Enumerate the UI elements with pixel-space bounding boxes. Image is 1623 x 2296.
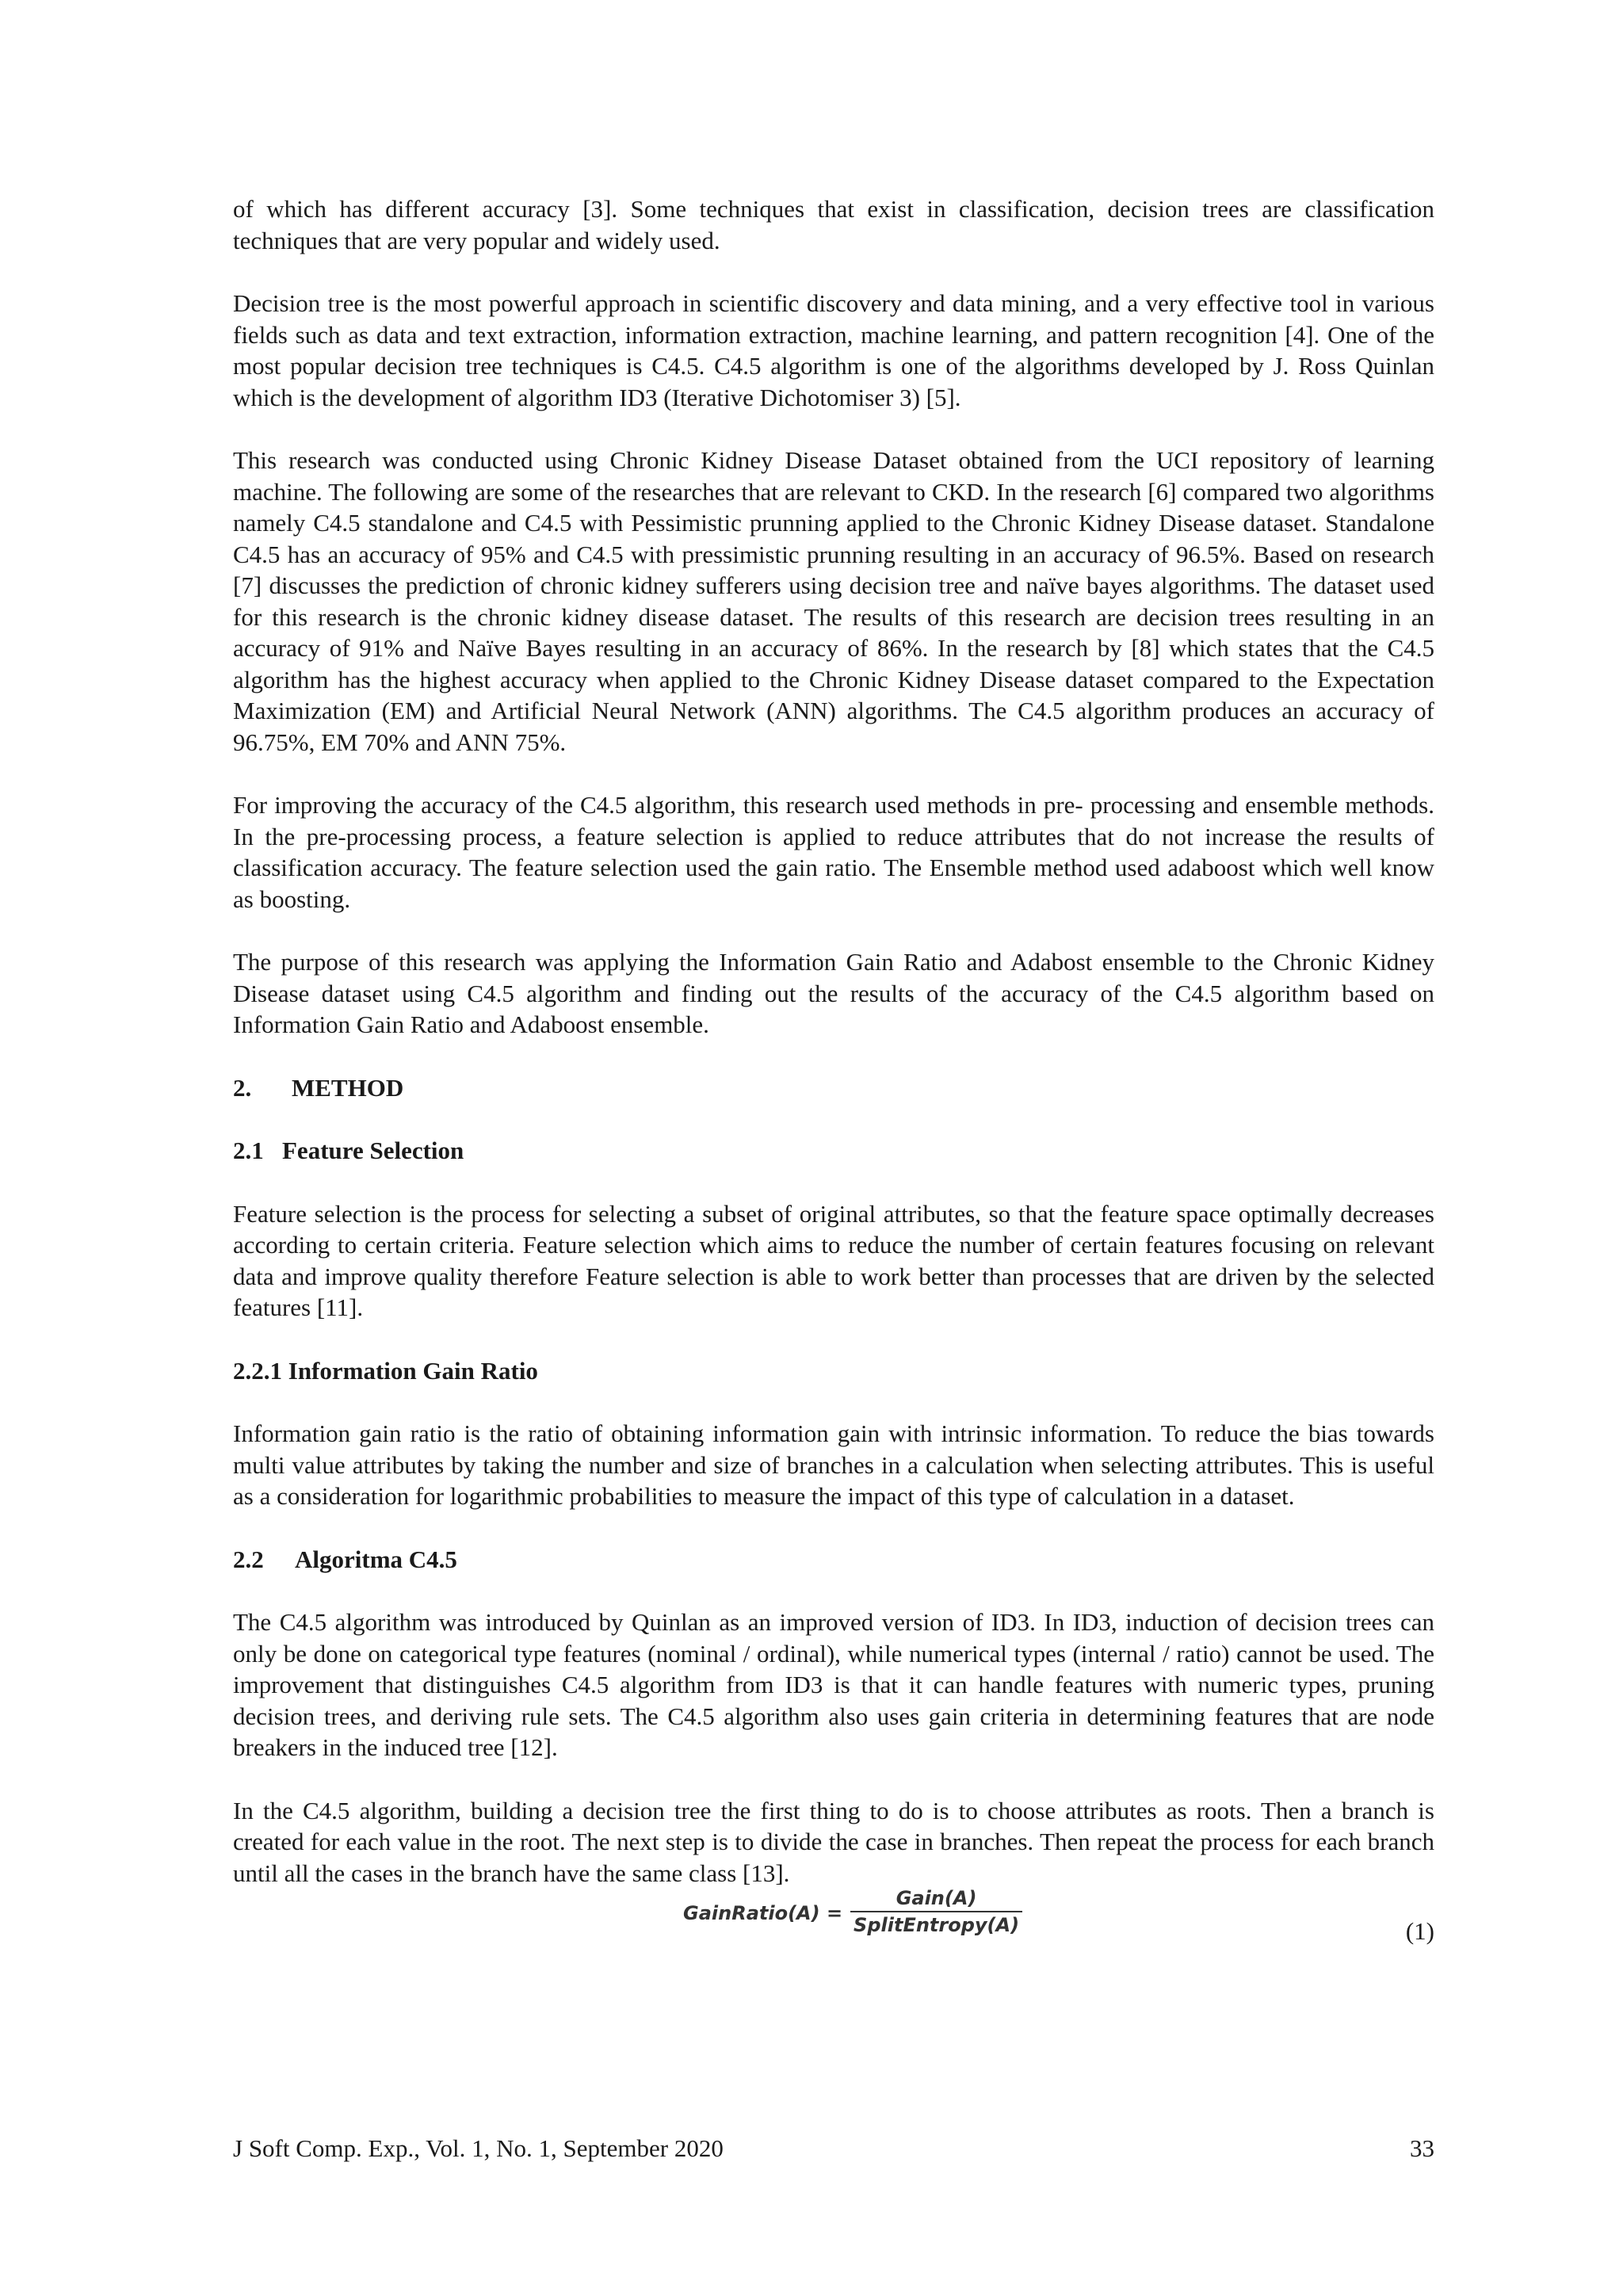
paragraph-feature-selection: Feature selection is the process for selecting a subset of original attributes, so that the feature space optimally decreases according to certain criteria. Feature selection which aims to reduce the number of certain features focusing on relevant data and improve quality therefore Feature selection is able to work better than processes that are driven by the selected features [11]. [233,1199,1434,1321]
equation-denominator: SplitEntropy(A) [850,1911,1022,1936]
paragraph-information-gain-ratio: Information gain ratio is the ratio of obtaining information gain with intrinsic information. To reduce the bias towards multi value attributes by taking the number and size of branches in a calculation when selecting attributes. This is useful as a consideration for logarithmic probabilities to measure the impact of this type of calculation in a dataset. [233,1419,1434,1510]
subsection-number: 2.1 [233,1137,264,1164]
subsection-heading-feature-selection [233,1135,1434,1167]
subsection-title: Algoritma C4.5 [295,1545,457,1573]
paragraph-intro-end: of which has different accuracy [3]. Some techniques that exist in classification, decision trees are classification techniques that are very popular and widely used. [233,195,1434,254]
section-title: METHOD [292,1073,404,1102]
paragraph-c45-intro: The C4.5 algorithm was introduced by Quinlan as an improved version of ID3. In ID3, induction of decision trees can only be done on categorical type features (nominal / ordinal), while numerical types (internal / ratio) cannot be used. The improvement that distinguishes C4.5 algorithm from ID3 is that it can handle features with numeric types, pruning decision trees, and deriving rule sets. The C4.5 algorithm also uses gain criteria in determining features that are node breakers in the induced tree [12]. [233,1608,1434,1761]
equation-gain-ratio [233,1887,1434,1950]
section-number: 2. [233,1073,252,1102]
paragraph-related-research: This research was conducted using Chronic Kidney Disease Dataset obtained from the UCI repository of learning machine. The following are some of the researches that are relevant to CKD. In the research [6] compared two algorithms namely C4.5 standalone and C4.5 with Pessimistic prunning applied to the Chronic Kidney Disease dataset. Standalone C4.5 has an accuracy of 95% and C4.5 with pressimistic prunning resulting in an accuracy of 96.5%. Based on research [7] discusses the prediction of chronic kidney sufferers using decision tree and naïve bayes algorithms. The dataset used for this research is the chronic kidney disease dataset. The results of this research are decision trees resulting in an accuracy of 91% and Naïve Bayes resulting in an accuracy of 86%. In the research by [8] which states that the C4.5 algorithm has the highest accuracy when applied to the Chronic Kidney Disease dataset compared to the Expectation Maximization (EM) and Artificial Neural Network (ANN) algorithms. The C4.5 algorithm produces an accuracy of 96.75%, EM 70% and ANN 75%. [233,446,1434,756]
paragraph-c45-procedure: In the C4.5 algorithm, building a decision tree the first thing to do is to choose attributes as roots. Then a branch is created for each value in the root. The next step is to divide the case in branches. Then repeat the process for each branch until all the cases in the branch have the same class [13]. [233,1796,1434,1887]
page-footer [233,2134,1434,2163]
subsection-heading-information-gain-ratio: 2.2.1 Information Gain Ratio [233,1356,538,1385]
footer-journal: J Soft Comp. Exp., Vol. 1, No. 1, September 2020 [233,2134,724,2162]
equation-number: (1) [1405,1917,1434,1945]
equation-numerator: Gain(A) [896,1887,977,1909]
subsection-number: 2.2 [233,1545,264,1573]
subsection-title: Feature Selection [282,1137,464,1164]
page-body [233,193,1434,1950]
equation-body [683,1887,1022,1936]
equation-lhs: GainRatio(A) = [683,1902,843,1924]
equation-fraction [850,1887,1022,1936]
paragraph-purpose: The purpose of this research was applying the Information Gain Ratio and Adabost ensemble to the Chronic Kidney Disease dataset using C4.5 algorithm and finding out the results of the accuracy of the C4.5 algorithm based on Information Gain Ratio and Adaboost ensemble. [233,948,1434,1038]
subsection-heading-algoritma-c45 [233,1544,1434,1576]
paragraph-improving-accuracy: For improving the accuracy of the C4.5 algorithm, this research used methods in pre- processing and ensemble methods. In the pre-processing process, a feature selection is applied to reduce attributes that do not increase the results of classification accuracy. The feature selection used the gain ratio. The Ensemble method used adaboost which well know as boosting. [233,791,1434,913]
paragraph-decision-tree: Decision tree is the most powerful approach in scientific discovery and data mining, and a very effective tool in various fields such as data and text extraction, information extraction, machine learning, and pattern recognition [4]. One of the most popular decision tree techniques is C4.5. C4.5 algorithm is one of the algorithms developed by J. Ross Quinlan which is the development of algorithm ID3 (Iterative Dichotomiser 3) [5]. [233,289,1434,411]
footer-page-number: 33 [1410,2134,1434,2162]
section-heading-method [233,1072,1434,1104]
